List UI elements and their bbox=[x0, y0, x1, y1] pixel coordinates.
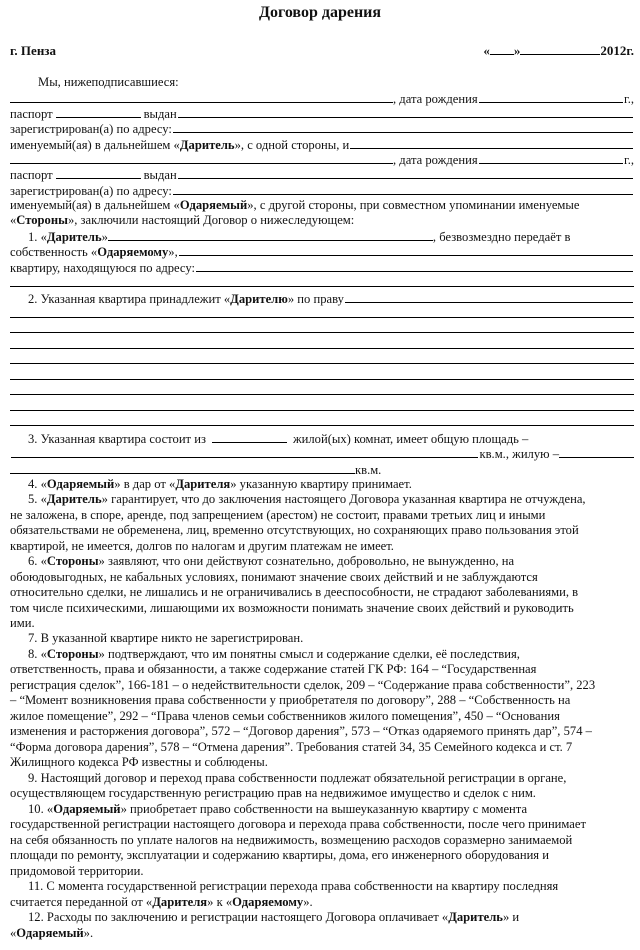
blank-line bbox=[10, 332, 634, 333]
clause-6: 6. «Стороны» заявляют, что они действуют сознательно, добровольно, не вынужденно, на bbox=[28, 554, 515, 568]
blank-line bbox=[10, 363, 634, 364]
clause-8-line-6: изменения и расторжения договора”, 572 – “Договор дарения”, 573 – “Отказ одаряемого принять дар”, 574 – bbox=[10, 724, 592, 738]
page-title: Договор дарения bbox=[258, 4, 382, 21]
blank-line bbox=[10, 425, 634, 426]
clause-7: 7. В указанной квартире никто не зарегистрирован. bbox=[28, 631, 304, 645]
clause-10: 10. «Одаряемый» приобретает право собственности на вышеуказанную квартиру с момента bbox=[28, 802, 528, 816]
blank-line bbox=[10, 394, 634, 395]
clause-12: 12. Расходы по заключению и регистрации настоящего Договора оплачивает «Даритель» и bbox=[28, 910, 520, 924]
clause-1-line-2: собственность « Одаряемому », bbox=[10, 244, 634, 260]
donee-address-line: зарегистрирован(а) по адресу: bbox=[10, 183, 634, 199]
clause-10-line-5: придомовой территории. bbox=[10, 864, 144, 878]
blank-line bbox=[10, 286, 634, 287]
city: г. Пенза bbox=[10, 43, 57, 58]
clause-4: 4. «Одаряемый» в дар от «Дарителя» указанную квартиру принимает. bbox=[28, 477, 412, 491]
clause-3: 3. Указанная квартира состоит из жилой(ых) комнат, имеет общую площадь – bbox=[28, 432, 529, 446]
clause-11: 11. С момента государственной регистрации перехода права собственности на квартиру последняя bbox=[28, 879, 559, 893]
clause-10-line-3: на себя обязанность по уплате налогов на недвижимость, возмещению расходов соразмерно занимаемой bbox=[10, 833, 573, 847]
blank-line bbox=[10, 410, 634, 411]
clause-6-line-5: ими. bbox=[10, 616, 35, 630]
clause-9: 9. Настоящий договор и переход права собственности подлежат обязательной регистрации в органе, bbox=[28, 771, 567, 785]
clause-5: 5. «Даритель» гарантирует, что до заключения настоящего Договора указанная квартира не отчуждена, bbox=[28, 492, 586, 506]
blank-line bbox=[10, 379, 634, 380]
donee-passport-line: паспорт выдан bbox=[10, 167, 634, 183]
clause-6-line-3: относительно сделки, не лишались и не ограничивались в дееспособности, не страдают заболеваниями, в bbox=[10, 585, 579, 599]
clause-8-line-7: “Форма договора дарения”, 578 – “Отмена дарения”. Требования статей 34, 35 Семейного кодекса и ст. 7 bbox=[10, 740, 573, 754]
clause-3-line-3: кв.м. bbox=[10, 462, 634, 478]
clause-12-line-2: «Одаряемый». bbox=[10, 926, 94, 940]
blank-line bbox=[10, 348, 634, 349]
clause-8-line-5: жилое помещение”, 292 – “Права членов семьи собственников жилого помещения”, 450 – “Основания bbox=[10, 709, 560, 723]
donor-role-line: именуемый(ая) в дальнейшем « Даритель », с одной стороны, и bbox=[10, 137, 634, 153]
clause-2: 2. Указанная квартира принадлежит « Дарителю » по праву bbox=[10, 291, 634, 307]
clause-5-line-2: не заложена, в споре, аренде, под запрещением (арестом) не состоит, правами третьих лиц и иными bbox=[10, 508, 546, 522]
intro-text: Мы, нижеподписавшиеся: bbox=[38, 75, 179, 89]
blank-line bbox=[10, 317, 634, 318]
clause-10-line-2: государственной регистрации настоящего договора и перехода права собственности, после чего принимает bbox=[10, 817, 586, 831]
clause-8: 8. «Стороны» подтверждают, что им понятны смысл и содержание сделки, её последствия, bbox=[28, 647, 520, 661]
clause-8-line-8: Жилищного кодекса РФ известны и соблюдены. bbox=[10, 755, 268, 769]
clause-5-line-4: квартирой, не имеется, долгов по налогам и другим платежам не имеет. bbox=[10, 539, 394, 553]
clause-9-line-2: осуществляющем государственную регистрацию прав на недвижимое имущество и сделок с ним. bbox=[10, 786, 536, 800]
donee-name-line: , дата рождения г., bbox=[10, 152, 634, 168]
donor-name-line: , дата рождения г., bbox=[10, 91, 634, 107]
parties-line: «Стороны», заключили настоящий Договор о нижеследующем: bbox=[10, 213, 355, 227]
clause-1: 1. « Даритель » , безвозмездно передаёт в bbox=[28, 230, 571, 244]
clause-6-line-2: обоюдовыгодных, не кабальных условиях, понимают значение своих действий и не заблуждаются bbox=[10, 570, 538, 584]
contract-date: « » 2012г. bbox=[483, 43, 634, 58]
clause-3-line-2: кв.м., жилую – bbox=[10, 446, 634, 462]
clause-5-line-3: обязательствами не обременена, лиц, временно отсутствующих, но сохраняющих право пользования этой bbox=[10, 523, 579, 537]
clause-8-line-3: регистрация сделок”, 166-181 – о недействительности сделок, 209 – “Содержание права собственности”, 223 bbox=[10, 678, 596, 692]
clause-1-line-3: квартиру, находящуюся по адресу: bbox=[10, 260, 634, 276]
clause-8-line-4: – “Момент возникновения права собственности у приобретателя по договору”, 288 – “Собственность на bbox=[10, 693, 571, 707]
clause-8-line-2: ответственность, права и обязанности, а также содержание статей ГК РФ: 164 – “Государственная bbox=[10, 662, 537, 676]
donor-address-line: зарегистрирован(а) по адресу: bbox=[10, 121, 634, 137]
donor-passport-line: паспорт выдан bbox=[10, 106, 634, 122]
clause-11-line-2: считается переданной от «Дарителя» к «Одаряемому». bbox=[10, 895, 313, 909]
clause-6-line-4: том числе психическими, лишающими их возможности понимать значение своих действий и руководить bbox=[10, 601, 574, 615]
donee-role-line: именуемый(ая) в дальнейшем « Одаряемый », с другой стороны, при совместном упоминании именуемые bbox=[10, 198, 580, 212]
city-date-line bbox=[10, 43, 634, 58]
clause-10-line-4: площади по ремонту, эксплуатации и содержанию квартиры, дома, его инженерного оборудования и bbox=[10, 848, 549, 862]
